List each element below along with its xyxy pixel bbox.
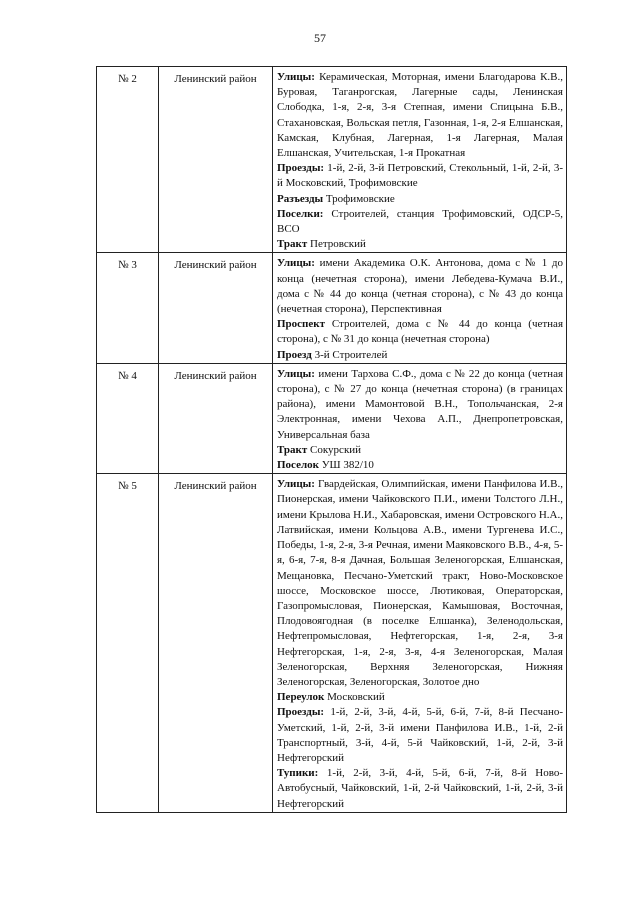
section-tract bbox=[277, 237, 563, 252]
section-settlement bbox=[277, 458, 563, 473]
row-number: № 4 bbox=[97, 363, 159, 473]
districts-table bbox=[96, 66, 567, 813]
section-label: Проезд bbox=[277, 348, 312, 361]
section-text: Московский bbox=[327, 691, 385, 704]
section-drives bbox=[277, 161, 563, 191]
district-name: Ленинский район bbox=[159, 253, 273, 363]
section-drives bbox=[277, 705, 563, 766]
section-label: Тупики: bbox=[277, 767, 319, 780]
section-text: 1-й, 2-й, 3-й Петровский, Стекольный, 1-й, 2-й, 3-й Московский, Трофимовские bbox=[277, 162, 563, 190]
section-text: 3-й Строителей bbox=[314, 348, 388, 361]
row-number: № 5 bbox=[97, 474, 159, 812]
section-label: Улицы: bbox=[277, 478, 315, 491]
section-tract bbox=[277, 443, 563, 458]
section-label: Проезды: bbox=[277, 706, 325, 719]
section-label: Разъезды bbox=[277, 192, 324, 205]
section-text: имени Академика О.К. Антонова, дома с № 1 до конца (нечетная сторона), имени Лебедева-Кумача В.И., дома с № 44 до конца (четная сторона), с № 43 до конца (нечетная сторона), Перспективная bbox=[277, 257, 564, 316]
streets-cell bbox=[273, 253, 567, 363]
section-streets bbox=[277, 70, 563, 161]
section-label: Улицы: bbox=[277, 367, 315, 380]
section-label: Поселок bbox=[277, 459, 319, 472]
section-sidings bbox=[277, 192, 563, 207]
section-settlements bbox=[277, 207, 563, 237]
streets-cell bbox=[273, 363, 567, 473]
section-text: Строителей, дома с № 44 до конца (четная сторона), с № 31 до конца (нечетная сторона) bbox=[277, 318, 563, 346]
section-text: Строителей, станция Трофимовский, ОДСР-5, ВСО bbox=[277, 207, 563, 236]
section-label: Поселки: bbox=[277, 207, 324, 220]
row-number: № 2 bbox=[97, 67, 159, 253]
section-streets bbox=[277, 477, 563, 690]
table-row bbox=[97, 474, 567, 812]
section-label: Улицы: bbox=[277, 257, 315, 270]
section-text: 1-й, 2-й, 3-й, 4-й, 5-й, 6-й, 7-й, 8-й Ново-Автобусный, Чайковский, 1-й, 2-й Чайковский, 1-й, 2-й, 3-й Нефтегорский bbox=[277, 767, 564, 810]
table-row bbox=[97, 363, 567, 473]
section-text: 1-й, 2-й, 3-й, 4-й, 5-й, 6-й, 7-й, 8-й Песчано-Уметский, 1-й, 2-й, 3-й имени Панфилова И.В., 1-й, 2-й Транспортный, 3-й, 4-й, 5-й Чайковский, 1-й, 2-й, 3-й Нефтегорский bbox=[277, 706, 564, 764]
district-name: Ленинский район bbox=[159, 67, 273, 253]
streets-cell bbox=[273, 67, 567, 253]
section-streets bbox=[277, 256, 563, 317]
section-text: Трофимовские bbox=[325, 192, 395, 205]
section-text: УШ 382/10 bbox=[321, 459, 374, 472]
table-row bbox=[97, 253, 567, 363]
section-label: Тракт bbox=[277, 443, 308, 456]
section-label: Проспект bbox=[277, 318, 326, 331]
section-label: Проезды: bbox=[277, 162, 325, 175]
district-name: Ленинский район bbox=[159, 363, 273, 473]
section-drive bbox=[277, 348, 563, 363]
table-row bbox=[97, 67, 567, 253]
section-text: имени Тархова С.Ф., дома с № 22 до конца (четная сторона), с № 27 до конца (нечетная сторона) (в границах района), имени Мамонтовой В.Н., Топольчанская, 2-я Электронная, имени Чехова А.П., Днепропетровская, Универсальная база bbox=[277, 367, 564, 441]
section-text: Керамическая, Моторная, имени Благодарова К.В., Буровая, Таганрогская, Лагерные сады, Ленинская Слободка, 1-я, 2-я, 3-я Степная, имени Спицына Б.В., Стахановская, Вольская петля, Газонная, 1-я, 2-я Елшанская, Камская, Клубная, Лагерная, 1-я Лагерная, Малая Елшанская, Учительская, 1-я Прокатная bbox=[277, 71, 564, 160]
section-text: Петровский bbox=[310, 238, 366, 251]
section-label: Переулок bbox=[277, 691, 325, 704]
section-label: Тракт bbox=[277, 238, 308, 251]
row-number: № 3 bbox=[97, 253, 159, 363]
section-text: Сокурский bbox=[310, 443, 362, 456]
district-name: Ленинский район bbox=[159, 474, 273, 812]
section-lane bbox=[277, 690, 563, 705]
streets-cell bbox=[273, 474, 567, 812]
section-label: Улицы: bbox=[277, 71, 315, 83]
section-dead-ends bbox=[277, 766, 563, 812]
section-text: Гвардейская, Олимпийская, имени Панфилова И.В., Пионерская, имени Чайковского П.И., имени Толстого Л.Н., имени Крылова Н.И., Хабаровская, имени Островского Н.А., Латвийская, имени Кольцова А.В., имени Тургенева И.С., Победы, 1-я, 2-я, 3-я Речная, имени Маяковского В.В., 4-я, 5-я, 6-я, 7-я, 8-я Дачная, Большая Зеленогорская, Елшанская, Мещановка, Песчано-Уметский тракт, Ново-Московское шоссе, Московское шоссе, Лютиковая, Операторская, Газопромысловая, Пионерская, Камышовая, Восточная, Плодовоягодная (в поселке Елшанка), Зеленодольская, Нефтепромысловая, Нефтегорская, 1-я, 2-я, 3-я Нефтегорская, 1-я, 2-я, 3-я, 4-я Зеленогорская, Малая Зеленогорская, Верхняя Зеленогорская, Нижняя Зеленогорская, Зеленогорская, Золотое дно bbox=[277, 478, 564, 688]
page-number: 57 bbox=[314, 31, 326, 45]
section-avenue bbox=[277, 317, 563, 347]
section-streets bbox=[277, 367, 563, 443]
